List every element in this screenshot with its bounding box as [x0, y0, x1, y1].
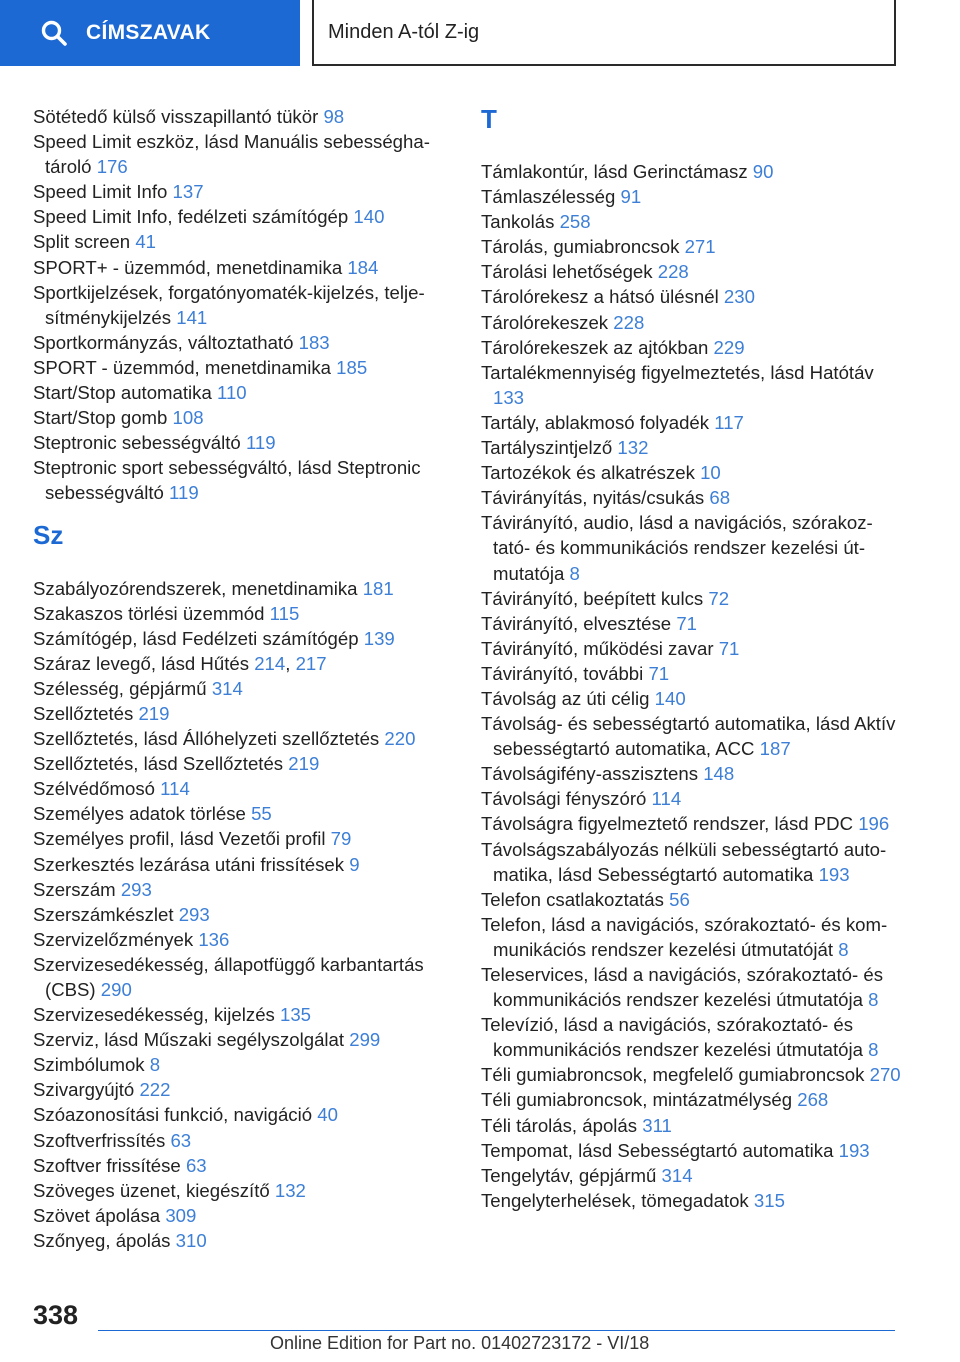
index-entry	[481, 761, 901, 786]
a-to-z-label: Minden A-tól Z-ig	[328, 20, 480, 43]
index-entry-text: Speed Limit Info, fedélzeti számítógép	[33, 206, 349, 228]
top-navigation	[0, 0, 960, 66]
index-entry	[33, 1203, 443, 1228]
index-entry	[33, 1178, 443, 1203]
page-link[interactable]: 193	[838, 1139, 870, 1161]
page-link[interactable]: 268	[797, 1089, 829, 1111]
index-entry	[33, 179, 443, 204]
index-entry	[33, 576, 443, 601]
page-link[interactable]: 183	[298, 331, 330, 353]
index-entry	[481, 1012, 901, 1062]
index-entry-text: Személyes adatok törlése	[33, 803, 246, 825]
index-entry-text: Split screen	[33, 231, 131, 253]
page-link[interactable]: 299	[349, 1029, 381, 1051]
page-link[interactable]: 98	[323, 106, 345, 127]
index-entry-text: Szélvédőmosó	[33, 778, 155, 800]
page-link[interactable]: 290	[100, 979, 132, 1000]
index-entry	[33, 405, 443, 430]
page-link[interactable]: 137	[172, 181, 204, 203]
page-link[interactable]: 181	[362, 577, 394, 599]
page-link[interactable]: 132	[617, 437, 649, 459]
index-entry-text: Távolság az úti célig	[481, 687, 650, 709]
index-entry	[481, 360, 901, 410]
index-entry	[481, 209, 901, 234]
page-link[interactable]: 293	[120, 878, 152, 900]
index-entry-text: Szakaszos törlési üzemmód	[33, 602, 265, 624]
page-link[interactable]: 293	[178, 903, 210, 925]
index-entry-text: Tengelytáv, gépjármű	[481, 1164, 657, 1186]
index-entry-text: Tartozékok és alkatrészek	[481, 462, 695, 484]
page-link[interactable]: 229	[713, 336, 745, 358]
page-link[interactable]: 8	[868, 989, 879, 1011]
page-link[interactable]: 114	[160, 778, 190, 800]
page-link[interactable]: 193	[818, 863, 850, 885]
index-entry-text: Távirányító, elvesztése	[481, 612, 672, 634]
index-entry	[481, 887, 901, 912]
page-link[interactable]: 228	[657, 261, 689, 283]
index-entry-text: Szőnyeg, ápolás	[33, 1229, 171, 1251]
index-entry	[481, 335, 901, 360]
index-entry	[33, 927, 443, 952]
page-link[interactable]: 55	[251, 803, 272, 825]
index-entry: Száraz levegő, lásd Hűtés 214, 217	[33, 652, 327, 674]
index-entry-text: Távolságifény-asszisztens	[481, 763, 699, 785]
index-entry	[33, 626, 443, 651]
index-entry	[481, 686, 901, 711]
index-entry-text: Steptronic sebességváltó	[33, 432, 241, 454]
index-list-sz	[33, 576, 443, 1254]
page-link[interactable]: 136	[198, 928, 230, 950]
index-entry	[481, 1163, 901, 1188]
index-entry-text: Szervizesedékesség, kijelzés	[33, 1004, 275, 1026]
footer-divider	[98, 1330, 895, 1331]
index-entry	[481, 1087, 901, 1112]
index-entry	[481, 310, 901, 335]
index-entry	[481, 711, 901, 761]
page-link[interactable]: 219	[288, 753, 320, 775]
page-link[interactable]: 63	[185, 1154, 207, 1176]
a-to-z-button[interactable]	[312, 0, 896, 66]
index-entry-text: Szellőztetés, lásd Szellőztetés	[33, 753, 284, 775]
index-entry	[33, 701, 443, 726]
index-entry	[33, 330, 443, 355]
index-entry	[33, 726, 443, 751]
index-entry-text: Távirányító, beépített kulcs	[481, 587, 704, 609]
page-link[interactable]: 133	[493, 386, 525, 408]
index-entry-text: Személyes profil, lásd Vezetői profil	[33, 828, 326, 850]
index-entry	[33, 1002, 443, 1027]
index-list-t	[481, 159, 901, 1213]
index-entry-text: Szervizesedékesség, állapotfüggő karbantartás (CBS)	[33, 953, 424, 1000]
index-entry	[33, 751, 443, 776]
page-link[interactable]: 184	[347, 256, 379, 278]
index-entry-text: Szellőztetés, lásd Állóhelyzeti szellőztetés	[33, 728, 380, 750]
letter-heading-sz: Sz	[33, 519, 64, 550]
index-entry-text: Távolságszabályozás nélküli sebességtartó automatika, lásd Sebességtartó automatika	[481, 838, 887, 885]
page-link[interactable]: 8	[838, 938, 849, 960]
page-link[interactable]: 40	[317, 1104, 338, 1126]
index-entry	[33, 430, 443, 455]
index-entry	[481, 460, 901, 485]
index-entry	[481, 510, 901, 585]
index-entry	[481, 159, 901, 184]
index-entry-text: Tempomat, lásd Sebességtartó automatika	[481, 1139, 834, 1161]
page-link[interactable]: 71	[676, 612, 698, 634]
index-entry-text: Téli tárolás, ápolás	[481, 1114, 638, 1136]
page-link[interactable]: 108	[172, 407, 204, 429]
page-link[interactable]: 141	[176, 306, 208, 328]
index-entry-text: Sportkijelzések, forgatónyomaték-kijelzés, teljesítménykijelzés	[33, 281, 425, 328]
index-entry-text: Szoftverfrissítés	[33, 1129, 166, 1151]
index-entry	[33, 852, 443, 877]
index-entry-text: Szélesség, gépjármű	[33, 677, 207, 699]
page-link[interactable]: 8	[868, 1039, 879, 1061]
page-link[interactable]: 10	[700, 462, 721, 484]
index-entry	[481, 435, 901, 460]
index-entry	[481, 636, 901, 661]
search-icon	[40, 19, 68, 47]
index-entry-text: Tankolás	[481, 211, 555, 233]
index-entry-text: Szöveges üzenet, kiegészítő	[33, 1179, 270, 1201]
index-entry	[33, 952, 443, 1002]
page-link[interactable]: 68	[709, 487, 731, 509]
index-entry	[481, 284, 901, 309]
index-entry-text: Tárolási lehetőségek	[481, 261, 653, 283]
index-entry	[481, 1113, 901, 1138]
page-link[interactable]: 311	[642, 1114, 672, 1136]
page-link[interactable]: 214	[254, 652, 286, 674]
index-entry-text: Téli gumiabroncsok, mintázatmélység	[481, 1089, 793, 1111]
index-entry	[33, 902, 443, 927]
page-link[interactable]: 71	[648, 662, 670, 684]
page-link[interactable]: 56	[669, 888, 690, 910]
page-link[interactable]: 310	[175, 1229, 207, 1251]
index-entry	[33, 826, 443, 851]
letter-heading-t: T	[481, 104, 497, 134]
index-entry-text: Támlakontúr, lásd Gerinctámasz	[481, 161, 748, 182]
index-entry-text: Távolságra figyelmeztető rendszer, lásd PDC	[481, 813, 854, 835]
index-entry-text: Tengelyterhelések, tömegadatok	[481, 1189, 749, 1211]
index-entry	[481, 611, 901, 636]
index-entry	[481, 811, 901, 836]
index-entry-text: Szerkesztés lezárása utáni frissítések	[33, 853, 345, 875]
index-entry	[33, 380, 443, 405]
index-entry-text: Szövet ápolása	[33, 1204, 161, 1226]
index-entry	[33, 355, 443, 380]
index-entry-text: Steptronic sport sebességváltó, lásd Steptronic sebességváltó	[33, 457, 421, 504]
page-link[interactable]: 228	[613, 311, 645, 333]
index-column-right	[481, 104, 901, 1213]
index-entry-text: Tárolórekeszek	[481, 311, 609, 333]
index-entry	[481, 786, 901, 811]
index-list-s	[33, 104, 443, 506]
page-link[interactable]: 114	[651, 788, 682, 810]
index-entry-text: Tartályszintjelző	[481, 437, 613, 459]
index-entry	[33, 1077, 443, 1102]
index-entry-text: Tartály, ablakmosó folyadék	[481, 411, 710, 433]
index-entry	[481, 1188, 901, 1213]
index-entry-text: Szerszám	[33, 878, 116, 900]
page-link[interactable]: 219	[138, 702, 170, 724]
index-entry-text: Start/Stop gomb	[33, 407, 168, 429]
index-entry-text: Szabályozórendszerek, menetdinamika	[33, 577, 358, 599]
index-entry-text: Szerszámkészlet	[33, 903, 174, 925]
page-number: 338	[33, 1300, 79, 1330]
index-entry	[33, 104, 443, 129]
page-link[interactable]: 119	[245, 432, 276, 454]
index-entry-text: Szerviz, lásd Műszaki segélyszolgálat	[33, 1029, 345, 1051]
page-link[interactable]: 71	[718, 637, 740, 659]
index-entry	[33, 1228, 443, 1253]
keywords-label: CÍMSZAVAK	[86, 21, 211, 44]
page-link[interactable]: 139	[363, 627, 395, 649]
page-link[interactable]: 140	[353, 206, 385, 228]
page-link[interactable]: 196	[858, 813, 890, 835]
page-link[interactable]: 176	[96, 156, 128, 178]
index-entry-text: Speed Limit eszköz, lásd Manuális sebességhatároló	[33, 131, 430, 178]
index-entry-text: Televízió, lásd a navigációs, szórakoztató- és kommunikációs rendszer kezelési útmutatója	[481, 1014, 863, 1061]
page-link[interactable]: 8	[569, 562, 580, 584]
index-entry-text: Szóazonosítási funkció, navigáció	[33, 1104, 313, 1126]
index-entry-text: Téli gumiabroncsok, megfelelő gumiabroncsok	[481, 1064, 865, 1086]
index-entry	[481, 410, 901, 435]
page-link[interactable]: 217	[295, 652, 327, 674]
index-entry	[33, 1102, 443, 1127]
index-entry-text: Távirányító, audio, lásd a navigációs, szórakoztató- és kommunikációs rendszer kezelési útmutatója	[481, 512, 873, 584]
index-entry-text: Számítógép, lásd Fedélzeti számítógép	[33, 627, 359, 649]
page-link[interactable]: 91	[620, 186, 642, 208]
index-entry	[481, 586, 901, 611]
page-link[interactable]: 309	[165, 1204, 197, 1226]
index-entry	[33, 1052, 443, 1077]
index-entry	[481, 1062, 901, 1087]
index-column-left	[33, 104, 443, 1253]
index-entry	[33, 1128, 443, 1153]
index-entry-text: Start/Stop automatika	[33, 382, 212, 404]
index-entry	[33, 601, 443, 626]
page-link[interactable]: 222	[139, 1079, 171, 1101]
page-link[interactable]: 72	[708, 587, 730, 609]
index-entry-text: Speed Limit Info	[33, 181, 168, 203]
index-entry-text: Szimbólumok	[33, 1054, 145, 1076]
page-link[interactable]: 119	[169, 482, 199, 504]
index-entry	[33, 1153, 443, 1178]
page-link[interactable]: 314	[661, 1164, 693, 1186]
index-entry-text: Távolság- és sebességtartó automatika, lásd Aktív sebességtartó automatika, ACC	[481, 713, 896, 760]
page-link[interactable]: 230	[723, 286, 755, 308]
index-entry	[481, 184, 901, 209]
index-entry-text: Sportkormányzás, változtatható	[33, 331, 294, 353]
index-entry-text: Tárolórekeszek az ajtókban	[481, 336, 709, 358]
index-entry	[481, 962, 901, 1012]
index-entry-text: Telefon, lásd a navigációs, szórakoztató- és kommunikációs rendszer kezelési útmutatóját	[481, 913, 888, 960]
index-entry-text: Távirányító, működési zavar	[481, 637, 714, 659]
page-link[interactable]: 135	[280, 1004, 312, 1026]
index-entry	[33, 280, 443, 330]
page-link[interactable]: 270	[869, 1064, 901, 1086]
page-link[interactable]: 187	[759, 738, 791, 760]
page-link[interactable]: 110	[216, 382, 247, 404]
page-link[interactable]: 90	[752, 161, 774, 182]
index-entry	[33, 255, 443, 280]
page-link[interactable]: 140	[654, 687, 686, 709]
page-link[interactable]: 79	[330, 828, 352, 850]
index-entry	[33, 204, 443, 229]
index-entry-text: Szellőztetés	[33, 702, 134, 724]
page-link[interactable]: 117	[714, 411, 744, 433]
index-entry	[481, 485, 901, 510]
index-entry	[33, 801, 443, 826]
index-entry-text: Támlaszélesség	[481, 186, 616, 208]
index-entry	[33, 129, 443, 179]
index-entry-text: Telefon csatlakoztatás	[481, 888, 664, 910]
index-entry-text: SPORT - üzemmód, menetdinamika	[33, 356, 331, 378]
index-entry-text: Tárolás, gumiabroncsok	[481, 236, 680, 258]
index-entry-text: Szervizelőzmények	[33, 928, 194, 950]
page-link[interactable]: 315	[753, 1189, 785, 1211]
page-link[interactable]: 185	[336, 356, 368, 378]
index-entry	[33, 455, 443, 505]
page-link[interactable]: 41	[135, 231, 157, 253]
page-link[interactable]: 115	[269, 602, 300, 624]
page-link[interactable]: 314	[211, 677, 243, 699]
index-entry	[481, 912, 901, 962]
edition-footer: Online Edition for Part no. 01402723172 - VI/18	[270, 1333, 650, 1353]
index-entry	[481, 1138, 901, 1163]
page-link[interactable]: 258	[559, 211, 591, 233]
keywords-button[interactable]	[0, 0, 300, 66]
index-entry-text: Távirányítás, nyitás/csukás	[481, 487, 705, 509]
index-entry-text: Tárolórekesz a hátsó ülésnél	[481, 286, 719, 308]
index-entry	[33, 229, 443, 254]
index-entry-text: Távolsági fényszóró	[481, 788, 647, 810]
index-entry	[33, 676, 443, 701]
index-entry-text: Szivargyújtó	[33, 1079, 135, 1101]
index-entry-text: Teleservices, lásd a navigációs, szórakoztató- és kommunikációs rendszer kezelési útmutatója	[481, 964, 884, 1011]
page-link[interactable]: 220	[384, 728, 416, 750]
index-entry-text: Távirányító, további	[481, 662, 644, 684]
index-entry-text: Sötétedő külső visszapillantó tükör	[33, 106, 319, 127]
index-entry	[481, 234, 901, 259]
index-entry	[33, 1027, 443, 1052]
index-entry-text: Szoftver frissítése	[33, 1154, 181, 1176]
page-link[interactable]: 9	[349, 853, 360, 875]
page-link[interactable]: 8	[149, 1054, 161, 1076]
page-link[interactable]: 132	[274, 1179, 306, 1201]
index-entry-text: Tartalékmennyiség figyelmeztetés, lásd Hatótáv	[481, 361, 874, 383]
page-link[interactable]: 148	[703, 763, 735, 785]
index-entry	[481, 259, 901, 284]
page-link[interactable]: 63	[170, 1129, 192, 1151]
index-entry-text: Száraz levegő, lásd Hűtés	[33, 652, 250, 674]
index-entry	[481, 661, 901, 686]
index-entry-text: SPORT+ - üzemmód, menetdinamika	[33, 256, 343, 278]
index-entry	[33, 877, 443, 902]
index-entry	[33, 776, 443, 801]
page-link[interactable]: 271	[684, 236, 716, 258]
index-entry	[481, 837, 901, 887]
